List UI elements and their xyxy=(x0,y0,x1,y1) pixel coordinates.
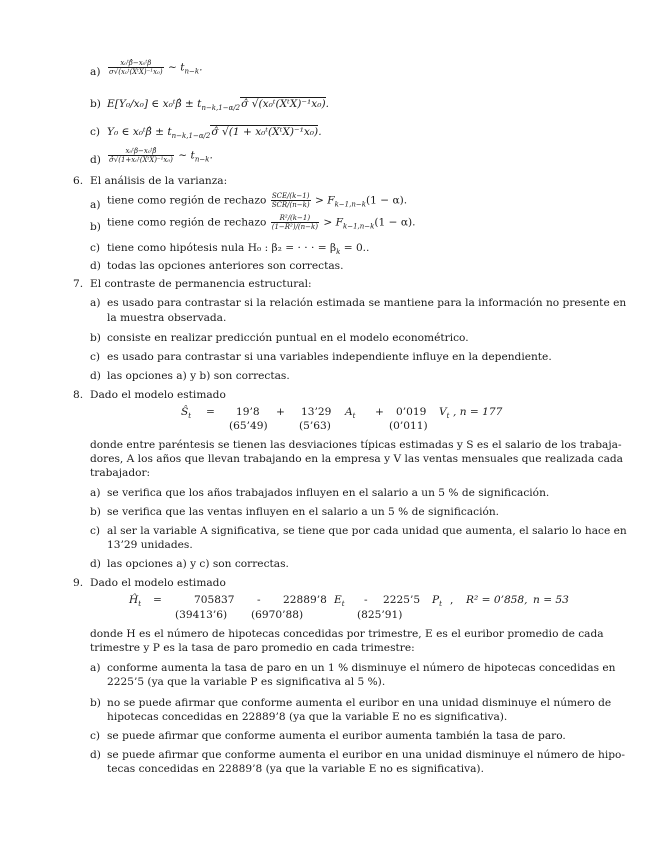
q8-coef-3: 0’019 xyxy=(396,406,427,418)
q8-option-c-label: c) xyxy=(90,525,101,537)
q6-option-a[interactable]: tiene como región de rechazo $\frac{\text{SCE/(k−1)}}{\text{SCR/(n−k)}}$ > $F_{k-1,n-k}(1 - \alpha)$. xyxy=(107,192,408,209)
q8-option-d-label: d) xyxy=(90,558,101,570)
q9-op-2: - xyxy=(364,594,368,606)
q5-option-d-label: d) xyxy=(90,154,101,166)
q9-option-b-line1[interactable]: no se puede afirmar que conforme aumenta el euribor en una unidad disminuye el número de xyxy=(107,697,612,709)
q9-coef-2: 22889’8 xyxy=(283,594,327,606)
q9-option-c-label: c) xyxy=(90,730,101,742)
q7-stem: El contraste de permanencia estructural: xyxy=(90,278,312,290)
q9-description-1: donde H es el número de hipotecas concedidas por trimestre, E es el euribor promedio de cada xyxy=(90,628,604,640)
q9-option-c[interactable]: se puede afirmar que conforme aumenta el euribor aumenta también la tasa de paro. xyxy=(107,730,566,742)
q6-option-c[interactable]: tiene como hipótesis nula H₀ : β₂ = · · · = $\beta_k = 0$.. xyxy=(107,242,370,257)
q5-option-a[interactable]: $\frac{\text{x₀ᵗβ̂−x₀ᵗβ}}{\text{σ√(x₀ᵗ(XᵗX)⁻¹x₀)}}$ ∼ $t_{n-k}$. xyxy=(109,59,203,76)
q7-option-d[interactable]: las opciones a) y b) son correctas. xyxy=(107,370,290,382)
q9-number: 9. xyxy=(73,577,84,589)
q6-option-a-label: a) xyxy=(90,199,101,211)
q8-var-3: $V_t$ xyxy=(439,406,450,421)
q8-option-b-label: b) xyxy=(90,506,101,518)
q5-option-b-label: b) xyxy=(90,98,101,110)
q9-option-d-line1[interactable]: se puede afirmar que conforme aumenta el euribor en una unidad disminuye el número de hipo- xyxy=(107,749,625,761)
q9-stem: Dado el modelo estimado xyxy=(90,577,226,589)
q8-number: 8. xyxy=(73,389,84,401)
q8-description-2: dores, A los años que llevan trabajando en la empresa y V las ventas mensuales que realizada cada xyxy=(90,453,623,465)
q8-eq: = xyxy=(206,406,215,418)
q9-var-2: $E_t$ xyxy=(334,594,345,609)
q8-option-a-label: a) xyxy=(90,487,101,499)
q9-option-d-label: d) xyxy=(90,749,101,761)
q6-number: 6. xyxy=(73,175,84,187)
q5-option-c-label: c) xyxy=(90,126,101,138)
q9-coef-3: 2225’5 xyxy=(383,594,421,606)
q5-d-fraction: $\frac{\text{x₀ᵗβ−x₀ᵗβ̂}}{\text{σ̂√(1+x₀ᵗ(XᵗX)⁻¹x₀)}}$ xyxy=(109,147,173,164)
q9-op-1: - xyxy=(257,594,261,606)
q7-option-b[interactable]: consiste en realizar predicción puntual en el modelo econométrico. xyxy=(107,332,469,344)
q9-option-a-line1[interactable]: conforme aumenta la tasa de paro en un 1 % disminuye el número de hipotecas concedidas en xyxy=(107,662,616,674)
q8-option-d[interactable]: las opciones a) y c) son correctas. xyxy=(107,558,289,570)
q9-eq: = xyxy=(153,594,162,606)
q8-description-1: donde entre paréntesis se tienen las desviaciones típicas estimadas y S es el salario de los trabaja- xyxy=(90,439,622,451)
q6-option-d[interactable]: todas las opciones anteriores son correctas. xyxy=(107,260,344,272)
q7-option-a-label: a) xyxy=(90,297,101,309)
q9-coef-1: 705837 xyxy=(194,594,235,606)
q7-option-a-line2[interactable]: la muestra observada. xyxy=(107,312,227,324)
q6-stem: El análisis de la varianza: xyxy=(90,175,228,187)
q9-comma: , xyxy=(450,594,454,606)
q6-a-fraction: $\frac{\text{SCE/(k−1)}}{\text{SCR/(n−k)}}$ xyxy=(271,192,310,209)
q8-se-1: (65’49) xyxy=(229,420,268,432)
q7-option-d-label: d) xyxy=(90,370,101,382)
q9-option-a-label: a) xyxy=(90,662,101,674)
q8-coef-1: 19’8 xyxy=(236,406,260,418)
q9-option-d-line2[interactable]: tecas concedidas en 22889’8 (ya que la variable E no es significativa). xyxy=(107,763,484,775)
q6-option-c-label: c) xyxy=(90,242,101,254)
q8-option-b[interactable]: se verifica que las ventas influyen en el salario a un 5 % de significación. xyxy=(107,506,500,518)
q8-coef-2: 13’29 xyxy=(301,406,332,418)
q8-se-2: (5’63) xyxy=(299,420,331,432)
q9-sample-size: n = 53 xyxy=(533,594,569,606)
q9-se-2: (6970’88) xyxy=(251,609,304,621)
q9-lhs: $Ĥ_t$ xyxy=(129,594,142,609)
q6-option-b-label: b) xyxy=(90,221,101,233)
q7-option-c-label: c) xyxy=(90,351,101,363)
q9-option-a-line2[interactable]: 2225’5 (ya que la variable P es significativa al 5 %). xyxy=(107,676,386,688)
q7-option-a-line1[interactable]: es usado para contrastar si la relación estimada se mantiene para la información no presente en xyxy=(107,297,627,309)
q8-stem: Dado el modelo estimado xyxy=(90,389,226,401)
q6-option-d-label: d) xyxy=(90,260,101,272)
q8-var-2: $A_t$ xyxy=(345,406,356,421)
q9-se-3: (825’91) xyxy=(357,609,403,621)
q8-se-3: (0’011) xyxy=(389,420,428,432)
q9-description-2: trimestre y P es la tasa de paro promedio en cada trimestre: xyxy=(90,642,415,654)
q7-option-b-label: b) xyxy=(90,332,101,344)
q8-option-a[interactable]: se verifica que los años trabajados influyen en el salario a un 5 % de significación. xyxy=(107,487,550,499)
q5-option-a-label: a) xyxy=(90,66,101,78)
q5-option-d[interactable]: $\frac{\text{x₀ᵗβ−x₀ᵗβ̂}}{\text{σ̂√(1+x₀ᵗ(XᵗX)⁻¹x₀)}}$ ∼ $t_{n-k}$. xyxy=(109,147,213,164)
q5-option-c[interactable]: Y₀ ∈ x₀ᵗβ̂ ± $t_{n-k,1-\alpha/2}\sigmâ$ √(1 + x₀ᵗ(XᵗX)⁻¹x₀). xyxy=(107,126,322,141)
q7-option-c[interactable]: es usado para contrastar si una variables independiente influye en la dependiente. xyxy=(107,351,552,363)
q8-op-1: + xyxy=(276,406,285,418)
q7-number: 7. xyxy=(73,278,84,290)
q8-sample-size: , n = 177 xyxy=(453,406,503,418)
q8-option-c-line1[interactable]: al ser la variable A significativa, se tiene que por cada unidad que aumenta, el salario lo hace en xyxy=(107,525,627,537)
q9-option-b-line2[interactable]: hipotecas concedidas en 22889’8 (ya que la variable E no es significativa). xyxy=(107,711,508,723)
q6-option-b[interactable]: tiene como región de rechazo $\frac{\text{R²/(k−1)}}{\text{(1−R²)/(n−k)}}$ > $F_{k-1,n-k}(1 - \alpha)$. xyxy=(107,214,416,231)
q8-lhs: $Ŝ_t$ xyxy=(181,406,192,421)
q8-option-c-line2[interactable]: 13’29 unidades. xyxy=(107,539,193,551)
q9-r-squared: R² = 0’858, xyxy=(466,594,528,606)
q9-se-1: (39413’6) xyxy=(175,609,228,621)
q9-option-b-label: b) xyxy=(90,697,101,709)
q8-description-3: trabajador: xyxy=(90,467,151,479)
q5-a-fraction: $\frac{\text{x₀ᵗβ̂−x₀ᵗβ}}{\text{σ√(x₀ᵗ(XᵗX)⁻¹x₀)}}$ xyxy=(109,59,163,76)
q5-option-b[interactable]: E[Y₀/x₀] ∈ x₀ᵗβ̂ ± $t_{n-k,1-\alpha/2}\sigmâ$ √(x₀ᵗ(XᵗX)⁻¹x₀). xyxy=(107,98,329,113)
q8-op-2: + xyxy=(375,406,384,418)
q9-var-3: $P_t$ xyxy=(432,594,442,609)
q6-b-fraction: $\frac{\text{R²/(k−1)}}{\text{(1−R²)/(n−k)}}$ xyxy=(271,214,319,231)
